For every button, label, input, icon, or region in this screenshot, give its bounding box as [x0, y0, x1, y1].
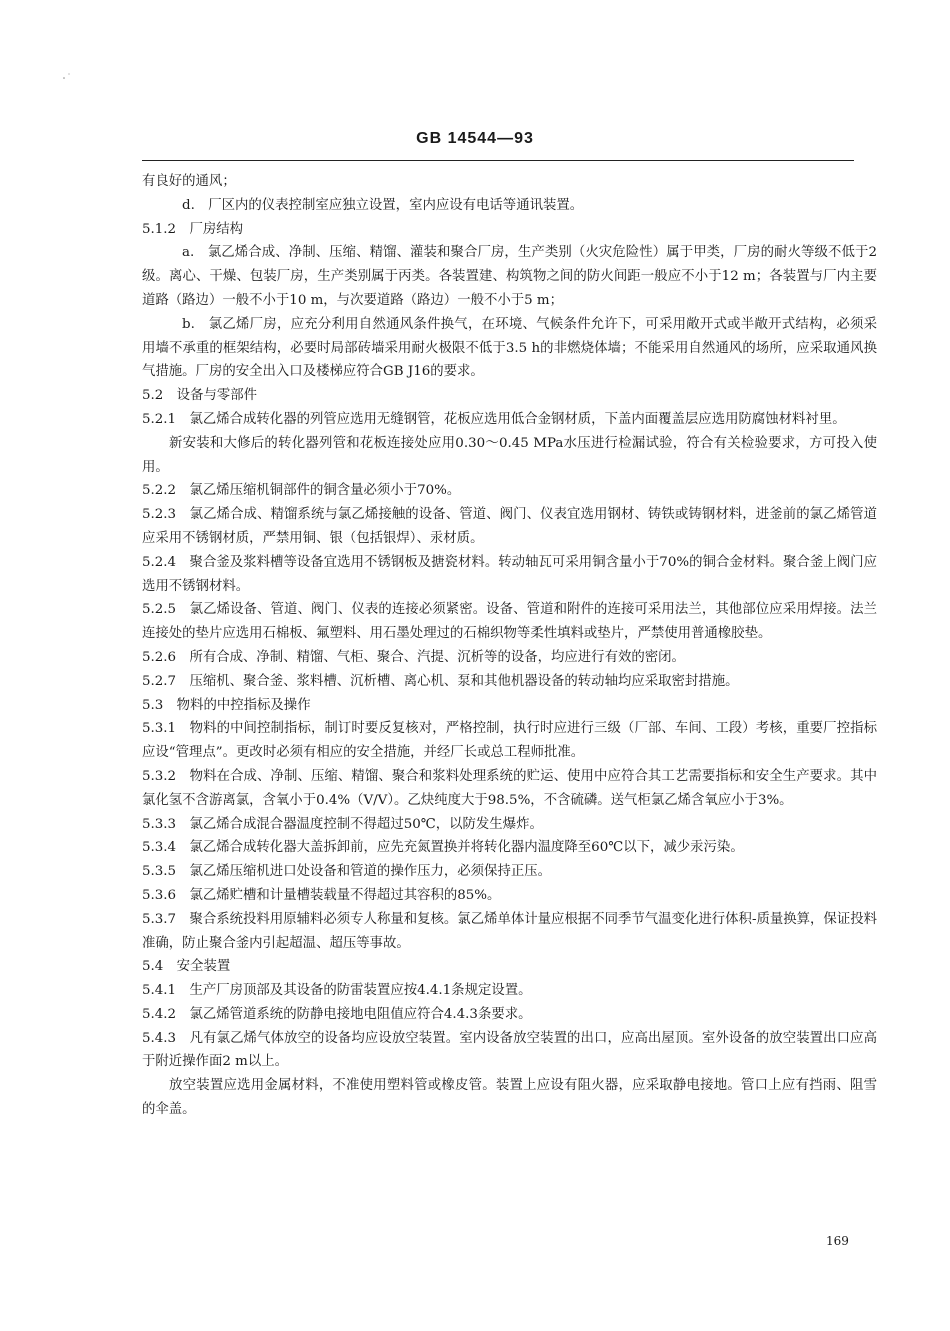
paragraph-ventilation: 有良好的通风；	[142, 174, 236, 189]
clause-5-2-6: 5.2.6 所有合成、净制、精馏、气柜、聚合、汽提、沉析等的设备，均应进行有效的密闭。	[142, 649, 685, 665]
clause-5-3-2: 5.3.2 物料在合成、净制、压缩、精馏、聚合和浆料处理系统的贮运、使用中应符合其工艺需要指标和安全生产要求。其中氯化氢不含游离氯，含氧小于0.4%（V/V）。乙炔纯度大于98.5%，不含硫磷。送气柜氯乙烯含氧应小于3%。	[142, 768, 877, 808]
scan-speck	[62, 66, 72, 76]
document-body	[142, 170, 877, 1122]
clause-5-2-3: 5.2.3 氯乙烯合成、精馏系统与氯乙烯接触的设备、管道、阀门、仪表宜选用钢材、铸铁或铸钢材料，进釜前的氯乙烯管道应采用不锈钢材质，严禁用铜、银（包括银焊）、汞材质。	[142, 507, 877, 546]
section-5-1-2-heading: 5.1.2 厂房结构	[142, 221, 244, 237]
clause-5-3-5: 5.3.5 氯乙烯压缩机进口处设备和管道的操作压力，必须保持正压。	[142, 864, 552, 880]
clause-5-3-6: 5.3.6 氯乙烯贮槽和计量槽装载量不得超过其容积的85%。	[142, 887, 501, 903]
header-rule	[142, 160, 854, 161]
clause-5-4-2: 5.4.2 氯乙烯管道系统的防静电接地电阻值应符合4.4.3条要求。	[142, 1006, 532, 1022]
standard-number-header: GB 14544—93	[416, 130, 534, 147]
clause-5-3-4: 5.3.4 氯乙烯合成转化器大盖拆卸前，应先充氮置换并将转化器内温度降至60℃以下，减少汞污染。	[142, 840, 744, 856]
clause-5-4-3-vent-material: 放空装置应选用金属材料，不准使用塑料管或橡皮管。装置上应设有阻火器，应采取静电接地。管口上应有挡雨、阻雪的伞盖。	[142, 1078, 877, 1118]
item-a-fire-rating: a. 氯乙烯合成、净制、压缩、精馏、灌装和聚合厂房，生产类别（火灾危险性）属于甲类，厂房的耐火等级不低于2级。离心、干燥、包装厂房，生产类别属于丙类。各装置建、构筑物之间的防火间距一般应不小于12 m；各装置与厂内主要道路（路边）一般不小于10 m，与次要道路（路边）一般不小于5 m；	[142, 245, 877, 308]
clause-5-2-4: 5.2.4 聚合釜及浆料槽等设备宜选用不锈钢板及搪瓷材料。转动轴瓦可采用铜含量小于70%的铜合金材料。聚合釜上阀门应选用不锈钢材料。	[142, 554, 877, 594]
clause-5-4-1: 5.4.1 生产厂房顶部及其设备的防雷装置应按4.4.1条规定设置。	[142, 983, 532, 999]
clause-5-2-2: 5.2.2 氯乙烯压缩机铜部件的铜含量必须小于70%。	[142, 483, 461, 499]
item-d-control-room: d. 厂区内的仪表控制室应独立设置，室内应设有电话等通讯装置。	[182, 197, 584, 213]
clause-5-2-5: 5.2.5 氯乙烯设备、管道、阀门、仪表的连接必须紧密。设备、管道和附件的连接可采用法兰，其他部位应采用焊接。法兰连接处的垫片应选用石棉板、氟塑料、用石墨处理过的石棉织物等柔性填料或垫片，严禁使用普通橡胶垫。	[142, 602, 877, 642]
section-5-2-heading: 5.2 设备与零部件	[142, 388, 258, 404]
item-b-ventilation: b. 氯乙烯厂房，应充分利用自然通风条件换气，在环境、气候条件允许下，可采用敞开式或半敞开式结构，必须采用墙不承重的框架结构，必要时局部砖墙采用耐火极限不低于3.5 h的非燃烧体墙；不能采用自然通风的场所，应采取通风换气措施。厂房的安全出入口及楼梯应符合GB J16的要求。	[142, 316, 877, 380]
clause-5-2-1-pressure-test: 新安装和大修后的转化器列管和花板连接处应用0.30～0.45 MPa水压进行检漏试验，符合有关检验要求，方可投入使用。	[142, 435, 877, 475]
clause-5-3-3: 5.3.3 氯乙烯合成混合器温度控制不得超过50℃，以防发生爆炸。	[142, 816, 543, 832]
clause-5-3-7: 5.3.7 聚合系统投料用原辅料必须专人称量和复核。氯乙烯单体计量应根据不同季节气温变化进行体积-质量换算，保证投料准确，防止聚合釜内引起超温、超压等事故。	[142, 911, 877, 951]
section-5-3-heading: 5.3 物料的中控指标及操作	[142, 697, 311, 713]
clause-5-3-1: 5.3.1 物料的中间控制指标，制订时要反复核对，严格控制，执行时应进行三级（厂部、车间、工段）考核，重要厂控指标应设“管理点”。更改时必须有相应的安全措施，并经厂长或总工程师批准。	[142, 721, 877, 761]
clause-5-2-1: 5.2.1 氯乙烯合成转化器的列管应选用无缝钢管，花板应选用低合金钢材质，下盖内面覆盖层应选用防腐蚀材料衬里。	[142, 411, 846, 427]
page-number: 169	[826, 1234, 849, 1248]
clause-5-2-7: 5.2.7 压缩机、聚合釜、浆料槽、沉析槽、离心机、泵和其他机器设备的转动轴均应采取密封措施。	[142, 673, 739, 689]
clause-5-4-3: 5.4.3 凡有氯乙烯气体放空的设备均应设放空装置。室内设备放空装置的出口，应高出屋顶。室外设备的放空装置出口应高于附近操作面2 m以上。	[142, 1030, 877, 1070]
section-5-4-heading: 5.4 安全装置	[142, 959, 231, 975]
